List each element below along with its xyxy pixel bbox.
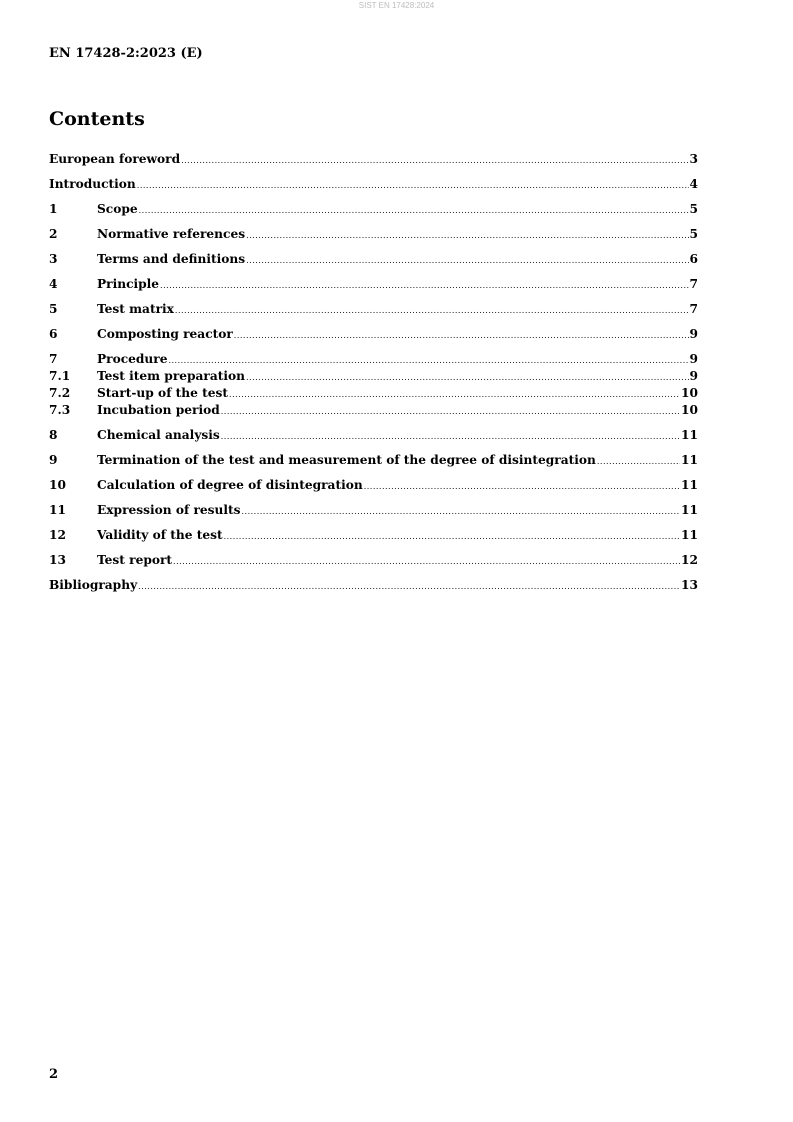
- toc-dot-leader: [221, 406, 680, 418]
- toc-dot-leader: [246, 372, 689, 384]
- toc-entry-test-report[interactable]: [49, 552, 698, 569]
- toc-entry-number: 13: [49, 553, 66, 567]
- toc-entry-page: 11: [681, 503, 698, 517]
- toc-entry-title: Normative references: [97, 227, 246, 241]
- toc-entry-start-up-of-the-test[interactable]: [49, 385, 698, 402]
- toc-entry-title: Calculation of degree of disintegration: [97, 478, 363, 492]
- toc-entry-page: 9: [689, 327, 698, 341]
- toc-entry-title: Test report: [97, 553, 173, 567]
- toc-entry-title: Start-up of the test: [97, 386, 229, 400]
- toc-dot-leader: [597, 456, 680, 468]
- toc-entry-page: 7: [689, 302, 698, 316]
- toc-entry-title: Bibliography: [49, 578, 138, 592]
- toc-entry-introduction[interactable]: [49, 176, 698, 193]
- toc-entry-page: 9: [689, 369, 698, 383]
- toc-entry-page: 13: [681, 578, 698, 592]
- toc-entry-title: Terms and definitions: [97, 252, 246, 266]
- toc-entry-title: Validity of the test: [97, 528, 223, 542]
- toc-entry-scope[interactable]: [49, 201, 698, 218]
- toc-entry-number: 7: [49, 352, 58, 366]
- toc-dot-leader: [173, 556, 680, 568]
- toc-entry-page: 9: [689, 352, 698, 366]
- toc-entry-bibliography[interactable]: [49, 577, 698, 594]
- toc-entry-title: Chemical analysis: [97, 428, 220, 442]
- toc-dot-leader: [224, 531, 680, 543]
- toc-entry-expression-of-results[interactable]: [49, 502, 698, 519]
- toc-entry-number: 11: [49, 503, 66, 517]
- toc-entry-number: 9: [49, 453, 58, 467]
- toc-entry-number: 7.3: [49, 403, 71, 417]
- toc-entry-page: 10: [681, 386, 698, 400]
- toc-dot-leader: [234, 330, 689, 342]
- contents-heading: Contents: [49, 108, 145, 130]
- toc-dot-leader: [241, 506, 680, 518]
- toc-entry-page: 3: [689, 152, 698, 166]
- toc-entry-number: 7.2: [49, 386, 71, 400]
- toc-dot-leader: [229, 389, 680, 401]
- toc-dot-leader: [221, 431, 680, 443]
- toc-entry-number: 10: [49, 478, 66, 492]
- toc-dot-leader: [181, 155, 688, 167]
- toc-entry-title: Expression of results: [97, 503, 241, 517]
- toc-dot-leader: [175, 305, 689, 317]
- watermark: SIST EN 17428:2024: [358, 1, 435, 10]
- toc-entry-number: 7.1: [49, 369, 71, 383]
- toc-entry-termination-of-the-test[interactable]: [49, 452, 698, 469]
- toc-entry-title: Principle: [97, 277, 160, 291]
- toc-dot-leader: [364, 481, 680, 493]
- toc-entry-validity-of-the-test[interactable]: [49, 527, 698, 544]
- toc-entry-number: 2: [49, 227, 58, 241]
- toc-entry-number: 6: [49, 327, 58, 341]
- toc-entry-number: 1: [49, 202, 58, 216]
- toc-entry-principle[interactable]: [49, 276, 698, 293]
- toc-entry-chemical-analysis[interactable]: [49, 427, 698, 444]
- toc-entry-number: 8: [49, 428, 58, 442]
- toc-entry-number: 3: [49, 252, 58, 266]
- toc-entry-incubation-period[interactable]: [49, 402, 698, 419]
- toc-entry-terms-and-definitions[interactable]: [49, 251, 698, 268]
- toc-entry-title: Composting reactor: [97, 327, 233, 341]
- toc-entry-title: Scope: [97, 202, 138, 216]
- toc-dot-leader: [246, 255, 688, 267]
- toc-dot-leader: [139, 205, 689, 217]
- toc-entry-page: 7: [689, 277, 698, 291]
- toc-dot-leader: [246, 230, 688, 242]
- toc-entry-title: Termination of the test and measurement of the degree of disintegration: [97, 453, 596, 467]
- toc-dot-leader: [168, 355, 688, 367]
- toc-entry-page: 5: [689, 202, 698, 216]
- toc-entry-european-foreword[interactable]: [49, 151, 698, 168]
- toc-entry-title: Introduction: [49, 177, 136, 191]
- toc-entry-normative-references[interactable]: [49, 226, 698, 243]
- toc-entry-title: Test matrix: [97, 302, 174, 316]
- toc-entry-composting-reactor[interactable]: [49, 326, 698, 343]
- toc-entry-title: Test item preparation: [97, 369, 245, 383]
- toc-entry-number: 5: [49, 302, 58, 316]
- toc-dot-leader: [138, 581, 680, 593]
- toc-entry-procedure[interactable]: [49, 351, 698, 368]
- toc-entry-page: 6: [689, 252, 698, 266]
- page-number: 2: [49, 1067, 59, 1082]
- toc-entry-title: European foreword: [49, 152, 181, 166]
- toc-entry-number: 12: [49, 528, 66, 542]
- toc-entry-test-matrix[interactable]: [49, 301, 698, 318]
- toc-dot-leader: [160, 280, 688, 292]
- toc-entry-page: 11: [681, 528, 698, 542]
- toc-dot-leader: [137, 180, 689, 192]
- toc-entry-title: Procedure: [97, 352, 168, 366]
- toc-entry-title: Incubation period: [97, 403, 220, 417]
- toc-entry-calculation-of-degree[interactable]: [49, 477, 698, 494]
- toc-entry-page: 5: [689, 227, 698, 241]
- document-id-header: EN 17428-2:2023 (E): [49, 46, 203, 61]
- table-of-contents: [49, 151, 698, 594]
- toc-entry-page: 11: [681, 453, 698, 467]
- toc-entry-test-item-preparation[interactable]: [49, 368, 698, 385]
- toc-entry-page: 4: [689, 177, 698, 191]
- toc-entry-page: 11: [681, 428, 698, 442]
- toc-entry-page: 10: [681, 403, 698, 417]
- toc-entry-page: 12: [681, 553, 698, 567]
- toc-entry-number: 4: [49, 277, 58, 291]
- toc-entry-page: 11: [681, 478, 698, 492]
